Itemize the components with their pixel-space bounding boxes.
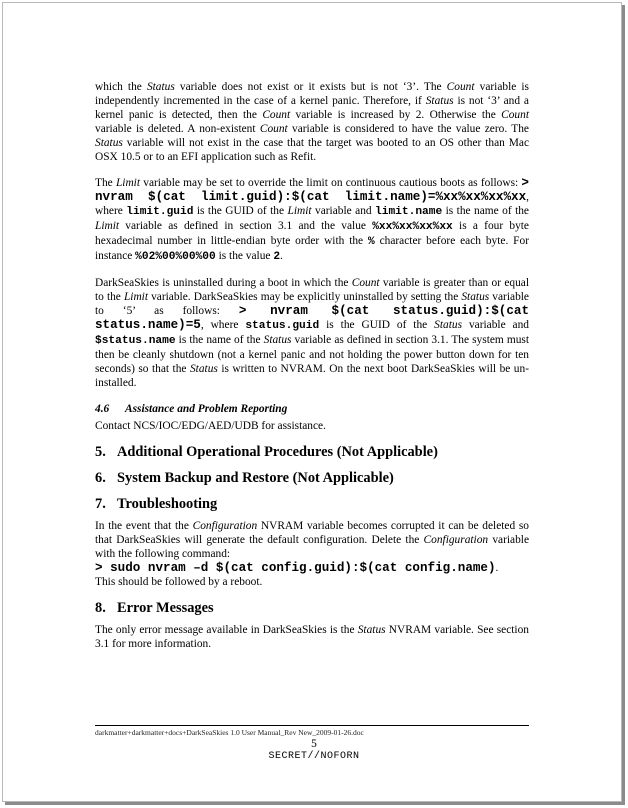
heading-4-6 xyxy=(95,402,529,416)
footer-filename: darkmatter+darkmatter+docs+DarkSeaSkies 1.0 User Manual_Rev New_2009-01-26.doc xyxy=(95,728,364,737)
italic-term: Limit xyxy=(115,177,141,189)
page-number: 5 xyxy=(311,738,317,750)
text: The xyxy=(95,177,116,189)
italic-term: Status xyxy=(461,291,490,303)
text: is not ‘3’ and a kernel panic is detected, then the xyxy=(95,95,529,121)
code: % xyxy=(367,236,375,248)
text: is a four byte hexadecimal number in little-endian byte order with the xyxy=(95,220,529,247)
text: variable. DarkSeaSkies may be explicitly uninstalled by setting the xyxy=(148,291,462,303)
italic-term: Configuration xyxy=(423,534,489,546)
italic-term: Status xyxy=(263,334,292,346)
code: limit.name xyxy=(375,206,443,218)
text: NVRAM variable. See section 3.1 for more information. xyxy=(95,624,529,650)
text: variable to ‘5’ as follows: xyxy=(95,291,529,317)
heading-section-8 xyxy=(95,601,529,615)
text: is written to NVRAM. On the next boot DarkSeaSkies will be un-installed. xyxy=(95,363,529,389)
italic-term: Count xyxy=(262,109,291,121)
code: $status.name xyxy=(95,335,176,347)
text: . xyxy=(280,250,283,262)
italic-term: Count xyxy=(259,123,288,135)
paragraph-assistance: Contact NCS/IOC/EDG/AED/UDB for assistance. xyxy=(95,420,326,432)
italic-term: Configuration xyxy=(192,520,258,532)
section-number: 5. xyxy=(95,444,106,460)
paragraph-limit xyxy=(95,176,529,264)
text: variable may be set to override the limit on continuous cautious boots as follows: xyxy=(140,177,522,189)
text: variable with the following command: xyxy=(95,534,529,560)
code: limit.guid xyxy=(126,206,194,218)
paragraph-status-count xyxy=(95,80,529,164)
text: variable is deleted. A non-existent xyxy=(95,123,260,135)
italic-term: Status xyxy=(357,624,386,636)
italic-term: Status xyxy=(189,363,218,375)
command-code: > sudo nvram –d $(cat config.guid):$(cat config.name) xyxy=(95,561,496,575)
section-title: Troubleshooting xyxy=(117,496,218,512)
text: is the name of the xyxy=(175,334,264,346)
footer-divider xyxy=(95,725,529,726)
text: NVRAM variable becomes corrupted it can be deleted so that DarkSeaSkies will generate the default configuration. Delete the xyxy=(95,520,530,546)
text: variable as defined in section 3.1. The system must then be cleanly shutdown (not a kernel panic and not holding the power button down for ten seconds) so that the xyxy=(95,334,529,375)
section-number: 6. xyxy=(95,470,106,486)
text: variable will not exist in the case that the target was booted to an OS other than Mac OSX 10.5 or to an EFI application such as Refit. xyxy=(95,137,529,163)
text: variable is independently incremented in the case of a kernel panic. Therefore, if xyxy=(95,81,529,107)
text: , where xyxy=(200,319,246,331)
text: is the GUID of the xyxy=(319,319,435,331)
command-code: > nvram $(cat status.guid):$(cat status.name)=5 xyxy=(95,304,530,332)
heading-section-5 xyxy=(95,445,529,459)
text: variable and xyxy=(311,205,376,217)
text: variable is increased by 2. Otherwise the xyxy=(290,109,502,121)
heading-section-7 xyxy=(95,497,529,511)
text: variable and xyxy=(462,319,529,331)
italic-term: Count xyxy=(501,109,529,121)
italic-term: Limit xyxy=(123,291,149,303)
section-number: 7. xyxy=(95,496,106,512)
text: , where xyxy=(95,191,529,217)
italic-term: Limit xyxy=(95,220,120,232)
section-title: Assistance and Problem Reporting xyxy=(125,403,288,415)
text: In the event that the xyxy=(95,520,193,532)
code: status.guid xyxy=(245,320,320,332)
section-title: System Backup and Restore (Not Applicable) xyxy=(117,470,394,486)
italic-term: Status xyxy=(146,81,175,93)
italic-term: Status xyxy=(434,319,463,331)
italic-term: Status xyxy=(425,95,454,107)
text: which the xyxy=(95,81,147,93)
code: %xx%xx%xx%xx xyxy=(372,221,453,233)
paragraph-error-messages xyxy=(95,623,529,651)
heading-section-6 xyxy=(95,471,529,485)
text: variable is greater than or equal to the xyxy=(95,277,529,303)
text: The only error message available in DarkSeaSkies is the xyxy=(95,624,358,636)
section-title: Error Messages xyxy=(117,600,214,616)
page-body xyxy=(95,80,529,663)
paragraph-troubleshooting xyxy=(95,519,529,589)
italic-term: Limit xyxy=(287,205,312,217)
text: DarkSeaSkies is uninstalled during a boot in which the xyxy=(95,277,352,289)
section-number: 8. xyxy=(95,600,106,616)
italic-term: Count xyxy=(351,277,380,289)
code: 2 xyxy=(273,251,281,263)
italic-term: Status xyxy=(95,137,123,149)
paragraph-uninstall xyxy=(95,276,529,390)
command-code: > nvram $(cat limit.guid):$(cat limit.name)=%xx%xx%xx%xx xyxy=(95,176,529,204)
text: is the GUID of the xyxy=(193,205,288,217)
text: variable does not exist or it exists but is not ‘3’. The xyxy=(174,81,447,93)
classification-marking: SECRET//NOFORN xyxy=(268,751,360,762)
text: This should be followed by a reboot. xyxy=(95,576,263,588)
italic-term: Count xyxy=(446,81,475,93)
section-title: Additional Operational Procedures (Not Applicable) xyxy=(117,444,438,460)
code: %02%00%00%00 xyxy=(135,251,216,263)
text: is the value xyxy=(215,250,274,262)
text: variable is considered to have the value zero. The xyxy=(287,123,529,135)
section-number: 4.6 xyxy=(95,403,110,415)
text: is the name of the xyxy=(442,205,529,217)
text: character before each byte. For instance xyxy=(95,235,529,262)
text: . xyxy=(495,562,499,574)
text: variable as defined in section 3.1 and the value xyxy=(119,220,373,232)
